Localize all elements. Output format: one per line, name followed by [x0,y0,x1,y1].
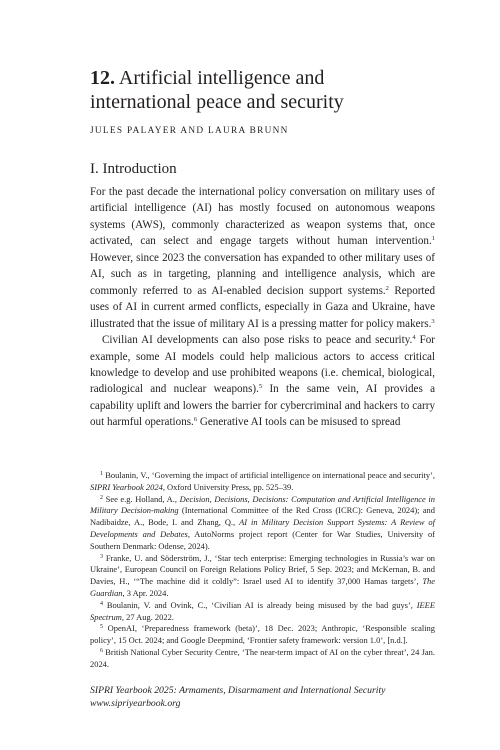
paragraph-text: Civilian AI developments can also pose risks to peace and security. [102,334,413,347]
footnote-italic-title: SIPRI Yearbook 2024 [90,481,163,492]
footnote-reference: 6 [193,416,198,424]
footnote [90,600,435,624]
footnote-reference: 5 [258,383,263,391]
footnote-text: , Oxford University Press, pp. 525–39. [162,481,294,492]
chapter-title-text: Artificial intelligence and international peace and security [90,67,344,113]
footnote-number: 6 [100,647,103,654]
footnotes [90,470,435,671]
footnote-number: 5 [100,624,103,631]
footnote [90,647,435,671]
footnote [90,623,435,647]
footnote-text: OpenAI, ‘Preparedness framework (beta)’, 18 Dec. 2023; Anthropic, ‘Responsible scaling policy’, 15 Oct. 2024; and Google Deepmind, ‘Frontier safety framework: version 1.0’, [n.d.]. [90,623,435,646]
footnote-number: 4 [100,600,103,607]
paragraph-text: Generative AI tools can be misused to spread [197,416,401,429]
footnote-text: , 27 Aug. 2022. [121,611,174,622]
footnote-number: 1 [100,471,103,477]
footnote-text: (International Committee of the Red Cross (ICRC): Geneva, 2024); and Nadibaidze, A., Bode, I. and Zhang, Q., [90,505,435,528]
paragraph-text: In the same vein, AI provides a capability uplift and lowers the barrier for cybercriminal and hackers to carry out harmful operations. [90,383,435,429]
section-heading: I. Introduction [90,161,177,177]
footnote [90,470,435,494]
paragraph-text: For the past decade the international policy conversation on military uses of artificial intelligence (AI) has mostly focused on autonomous weapons systems (AWS), commonly characterized as weapon systems that, once activated, can select and engage targets without human intervention. [90,186,435,248]
chapter-authors: JULES PALAYER AND LAURA BRUNN [90,126,289,136]
footnote-italic-title: The Guardian [90,576,435,598]
footnote [90,494,435,553]
paragraph-text: However, since 2023 the conversation has expanded to other military uses of AI, such as in targeting, planning and intelligence analysis, which are commonly referred to as AI-enabled decision support systems. [90,251,435,297]
footnote-text: Boulanin, V. and Ovink, C., ‘Civilian AI is already being misused by the bad guys’, [106,599,417,610]
chapter-number: 12. [90,67,115,89]
footnote-italic-title: Decision, Decisions, Decisions: Computation and Artificial Intelligence in Military Decision-making [90,493,435,516]
footnote-number: 3 [100,553,103,560]
footnote-number: 2 [100,494,103,501]
footnote-text: , 3 Apr. 2024. [122,587,169,598]
footnote-text: Boulanin, V., ‘Governing the impact of artificial intelligence on international peace and security’, [105,470,436,480]
page-footer [90,684,435,710]
body-paragraph [90,184,435,332]
footnote-text: Franke, U. and Söderström, J., ‘Star tech enterprise: Emerging technologies in Russia’s war on Ukraine’, European Council on Foreign Relations Policy Brief, 5 Sep. 2023; and McKernan, B. and Davies, H., ‘“The machine did it coldly”: Israel used AI to identify 37,000 Hamas targets’, [90,552,436,587]
footnote-text: See e.g. Holland, A., [105,493,180,504]
body-text [90,184,435,431]
body-paragraph [90,332,435,431]
footer-publication: SIPRI Yearbook 2025: Armaments, Disarmament and International Security [90,685,386,696]
footnote [90,553,435,600]
footnote-italic-title: IEEE Spectrum [90,599,435,622]
footnote-italic-title: AI in Military Decision Support Systems: A Review of Developments and Debates [90,517,435,539]
paragraph-text: For example, some AI models could help malicious actors to access critical knowledge to develop and use prohibited weapons (i.e. chemical, biological, radiological and nuclear weapons). [90,334,435,396]
footnote-text: British National Cyber Security Centre, ‘The near-term impact of AI on the cyber threat’, 24 Jan. 2024. [90,646,435,669]
footer-url: www.sipriyearbook.org [90,698,181,709]
footnote-reference: 2 [385,284,389,292]
footnote-reference: 3 [431,317,435,325]
chapter-title [90,66,430,114]
footnote-text: , AutoNorms project report (Center for War Studies, University of Southern Denmark: Odense, 2024). [90,528,435,551]
paragraph-text: Reported uses of AI in current armed conflicts, especially in Gaza and Ukraine, have illustrated that the issue of military AI is a pressing matter for policy makers. [90,284,435,330]
footnote-reference: 1 [431,235,435,243]
footnote-reference: 4 [412,334,416,342]
